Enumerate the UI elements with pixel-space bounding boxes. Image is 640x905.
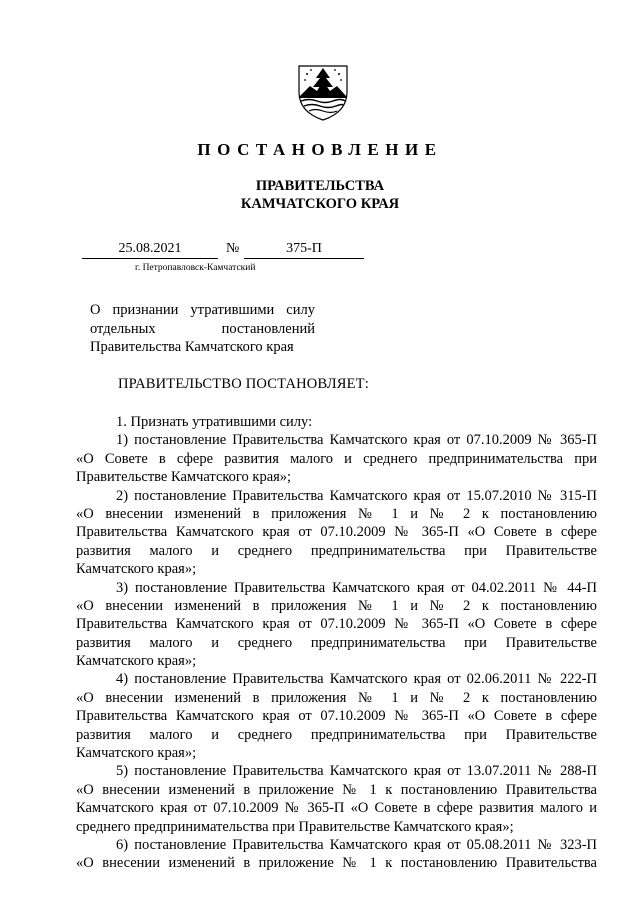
body-line: Правительстве Камчатского края»; (76, 469, 292, 486)
kamchatka-coat-of-arms-icon (295, 62, 351, 122)
body-line: «О Совете в сфере развития малого и среднего предпринимательства при (76, 450, 597, 467)
number-sign: № (226, 241, 240, 256)
subject-line: отдельных постановлений (90, 320, 315, 337)
body-line: 1. Признать утратившими силу: (116, 414, 313, 430)
body-line: Камчатского края от 07.10.2009 № 365-П «О Совете в сфере развития малого и (76, 800, 597, 817)
city-label: г. Петропавловск-Камчатский (135, 263, 256, 273)
document-date: 25.08.2021 (82, 241, 218, 259)
document-title: ПОСТАНОВЛЕНИЕ (197, 140, 443, 159)
body-line: 6) постановление Правительства Камчатского края от 05.08.2011 № 323-П (116, 836, 597, 853)
body-line: 1) постановление Правительства Камчатского края от 07.10.2009 № 365-П (116, 432, 597, 449)
body-line: 4) постановление Правительства Камчатского края от 02.06.2011 № 222-П (116, 671, 597, 688)
body-line: «О внесении изменений в приложение № 1 к постановлению Правительства (76, 855, 597, 872)
body-line: «О внесении изменений в приложение № 1 к постановлению Правительства (76, 781, 597, 798)
preamble: ПРАВИТЕЛЬСТВО ПОСТАНОВЛЯЕТ: (118, 376, 370, 392)
body-line: развития малого и среднего предпринимательства при Правительстве (76, 726, 597, 743)
document-number: 375-П (244, 241, 364, 259)
body-line: 2) постановление Правительства Камчатского края от 15.07.2010 № 315-П (116, 487, 597, 504)
body-line: развития малого и среднего предпринимательства при Правительстве (76, 634, 597, 651)
document-body (76, 413, 597, 873)
body-line: Правительства Камчатского края от 07.10.2009 № 365-П «О Совете в сфере (76, 708, 597, 725)
body-line: «О внесении изменений в приложения № 1 и № 2 к постановлению (76, 505, 597, 522)
body-line: Камчатского края»; (76, 745, 197, 762)
body-line: Камчатского края»; (76, 561, 197, 578)
body-line: развития малого и среднего предпринимательства при Правительстве (76, 542, 597, 559)
body-line: «О внесении изменений в приложения № 1 и № 2 к постановлению (76, 597, 597, 614)
issuer (0, 177, 640, 213)
issuer-line: ПРАВИТЕЛЬСТВА (255, 178, 385, 194)
document-subject (90, 301, 315, 357)
body-line: среднего предпринимательства при Правительстве Камчатского края»; (76, 818, 514, 835)
subject-line: Правительства Камчатского края (90, 339, 294, 355)
body-line: 5) постановление Правительства Камчатского края от 13.07.2011 № 288-П (116, 763, 597, 780)
body-line: Правительства Камчатского края от 07.10.2009 № 365-П «О Совете в сфере (76, 524, 597, 541)
body-line: Правительства Камчатского края от 07.10.2009 № 365-П «О Совете в сфере (76, 616, 597, 633)
body-line: 3) постановление Правительства Камчатского края от 04.02.2011 № 44-П (116, 579, 597, 596)
body-line: «О внесении изменений в приложения № 1 и № 2 к постановлению (76, 689, 597, 706)
subject-line: О признании утратившими силу (90, 302, 315, 318)
issuer-line: КАМЧАТСКОГО КРАЯ (240, 196, 400, 212)
body-line: Камчатского края»; (76, 653, 197, 670)
